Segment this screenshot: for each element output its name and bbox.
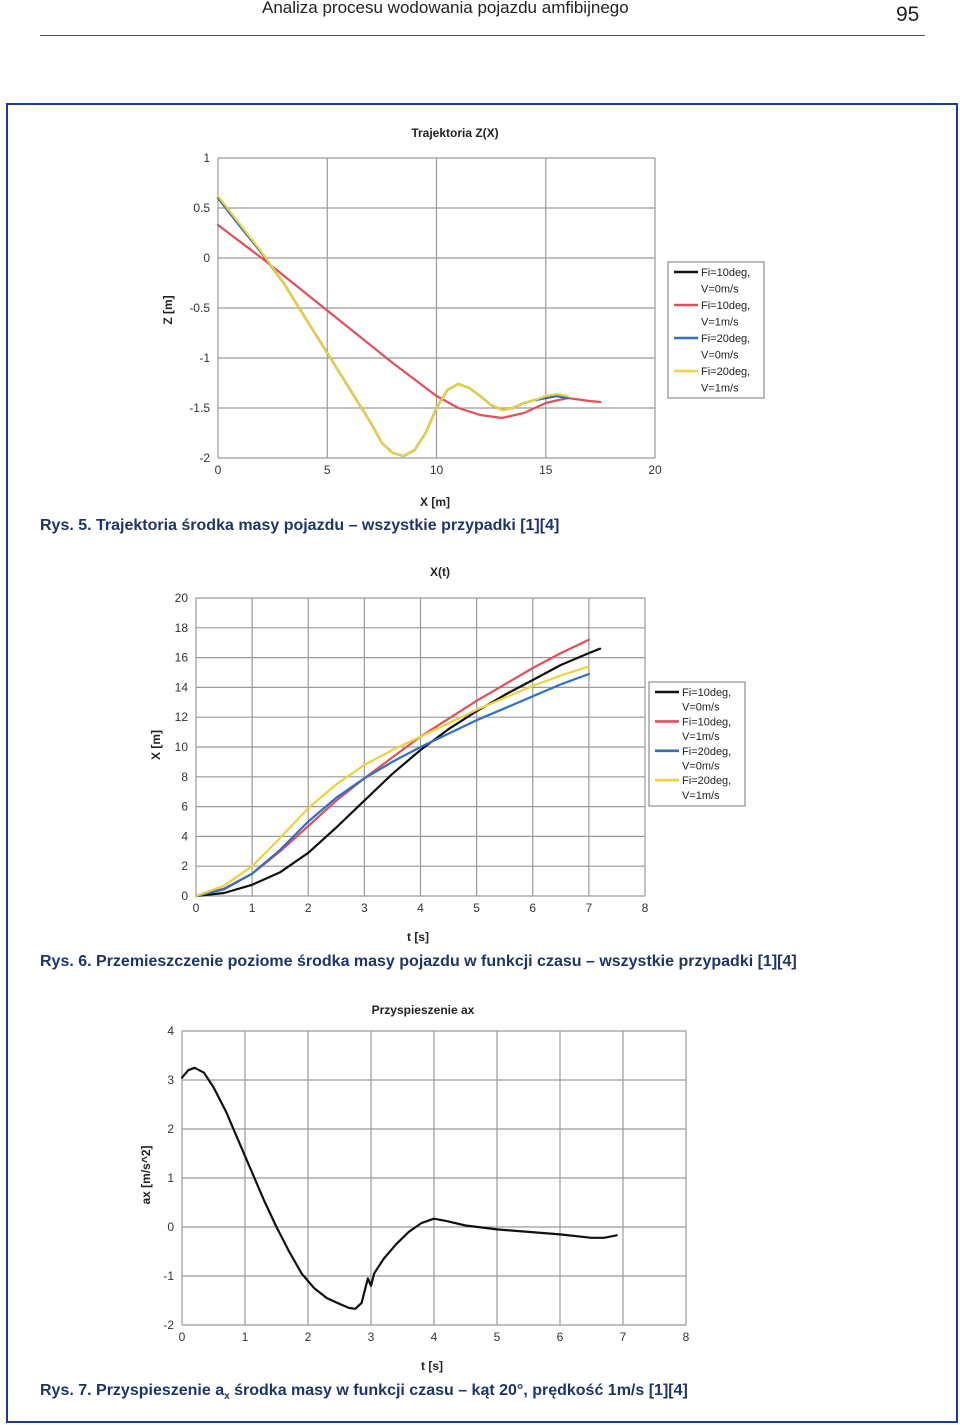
x-axis-label: t [s] bbox=[421, 1359, 443, 1373]
legend-label: Fi=10deg, bbox=[682, 687, 732, 699]
legend-label: Fi=20deg, bbox=[682, 745, 732, 758]
caption-fig5: Rys. 5. Trajektoria środka masy pojazdu – wszystkie przypadki [1][4] bbox=[40, 517, 560, 534]
x-tick-label: 5 bbox=[323, 463, 331, 477]
x-tick-label: 5 bbox=[493, 1330, 501, 1344]
legend-label: V=1m/s bbox=[682, 789, 720, 802]
caption-fig7-subscript: x bbox=[224, 1391, 230, 1403]
y-tick-label: 10 bbox=[174, 740, 188, 754]
x-tick-label: 4 bbox=[417, 901, 424, 915]
y-axis-label: Z [m] bbox=[161, 295, 175, 325]
legend-label: V=0m/s bbox=[682, 701, 720, 714]
x-axis-label: X [m] bbox=[420, 495, 450, 509]
x-tick-label: 0 bbox=[214, 463, 222, 477]
legend bbox=[649, 682, 745, 806]
x-tick-label: 1 bbox=[248, 901, 256, 915]
x-tick-label: 0 bbox=[178, 1330, 186, 1344]
x-tick-label: 8 bbox=[641, 901, 649, 915]
x-tick-label: 3 bbox=[367, 1330, 375, 1344]
y-tick-label: 0 bbox=[203, 251, 210, 265]
y-tick-label: 18 bbox=[174, 620, 188, 635]
x-tick-label: 6 bbox=[556, 1330, 564, 1344]
x-tick-label: 2 bbox=[304, 901, 312, 915]
chart-displacement bbox=[140, 560, 760, 950]
x-tick-label: 7 bbox=[619, 1330, 627, 1344]
legend-label: Fi=20deg, bbox=[682, 775, 732, 788]
y-tick-label: 3 bbox=[167, 1073, 174, 1087]
legend-box bbox=[649, 682, 745, 806]
x-axis-label: t [s] bbox=[407, 930, 429, 944]
x-tick-label: 4 bbox=[430, 1330, 438, 1344]
y-tick-label: -2 bbox=[163, 1318, 174, 1332]
legend-label: Fi=20deg, bbox=[701, 366, 751, 378]
caption-fig7-suffix: środka masy w funkcji czasu – kąt 20°, prędkość 1m/s [1][4] bbox=[229, 1382, 688, 1399]
legend-label: V=0m/s bbox=[682, 760, 720, 773]
y-tick-label: -2 bbox=[199, 451, 210, 465]
y-tick-label: 0.5 bbox=[193, 201, 210, 215]
x-tick-label: 1 bbox=[241, 1330, 249, 1344]
y-tick-label: 8 bbox=[181, 769, 188, 784]
x-tick-label: 7 bbox=[585, 901, 593, 915]
page-number: 95 bbox=[896, 3, 920, 26]
x-tick-label: 3 bbox=[361, 901, 368, 915]
legend bbox=[668, 262, 764, 398]
y-tick-label: 1 bbox=[203, 151, 210, 165]
y-tick-label: 2 bbox=[181, 859, 188, 874]
y-tick-label: 4 bbox=[167, 1024, 174, 1038]
y-tick-label: 0 bbox=[167, 1220, 174, 1234]
legend-label: V=0m/s bbox=[701, 283, 739, 296]
y-tick-label: 1 bbox=[167, 1171, 174, 1185]
grid bbox=[218, 158, 655, 458]
y-tick-label: 4 bbox=[181, 829, 188, 844]
x-tick-label: 6 bbox=[529, 901, 537, 915]
legend-label: V=0m/s bbox=[701, 349, 739, 362]
chart-title: Trajektoria Z(X) bbox=[411, 126, 499, 140]
x-tick-label: 5 bbox=[473, 901, 480, 915]
x-tick-label: 15 bbox=[539, 463, 553, 477]
chart-acceleration bbox=[130, 995, 730, 1375]
x-tick-label: 0 bbox=[192, 901, 200, 915]
legend-label: Fi=10deg, bbox=[682, 716, 732, 729]
chart-title: X(t) bbox=[430, 565, 450, 579]
y-tick-label: -1.5 bbox=[189, 401, 210, 415]
y-tick-label: 2 bbox=[167, 1122, 174, 1136]
header-rule bbox=[40, 35, 925, 36]
chart-title: Przyspieszenie ax bbox=[371, 1003, 475, 1017]
y-tick-label: 0 bbox=[181, 889, 188, 903]
x-tick-label: 10 bbox=[429, 463, 444, 477]
legend-label: V=1m/s bbox=[682, 731, 720, 744]
caption-fig7 bbox=[40, 1382, 688, 1402]
legend-label: V=1m/s bbox=[701, 382, 739, 395]
y-axis-label: ax [m/s^2] bbox=[139, 1145, 153, 1205]
y-tick-label: 6 bbox=[181, 799, 188, 814]
y-tick-label: 16 bbox=[174, 650, 188, 665]
y-tick-label: -0.5 bbox=[189, 301, 210, 315]
y-tick-label: 12 bbox=[174, 710, 188, 725]
x-tick-label: 8 bbox=[682, 1330, 690, 1344]
y-tick-label: 20 bbox=[174, 591, 188, 605]
legend-label: Fi=10deg, bbox=[701, 300, 751, 312]
x-tick-label: 20 bbox=[648, 463, 662, 477]
x-tick-label: 2 bbox=[304, 1330, 312, 1344]
y-tick-label: 14 bbox=[174, 680, 188, 695]
legend-label: Fi=20deg, bbox=[701, 333, 751, 345]
legend-label: Fi=10deg, bbox=[701, 267, 751, 279]
y-tick-label: -1 bbox=[199, 351, 210, 365]
caption-fig6: Rys. 6. Przemieszczenie poziome środka masy pojazdu w funkcji czasu – wszystkie przypadki [1][4] bbox=[40, 953, 797, 970]
y-tick-label: -1 bbox=[163, 1269, 174, 1283]
grid bbox=[182, 1031, 686, 1325]
y-axis-label: X [m] bbox=[149, 730, 163, 760]
caption-fig7-prefix: Rys. 7. Przyspieszenie a bbox=[40, 1382, 225, 1399]
legend-label: V=1m/s bbox=[701, 316, 739, 329]
chart-trajectory bbox=[140, 120, 780, 515]
running-header: Analiza procesu wodowania pojazdu amfibijnego bbox=[262, 0, 629, 17]
